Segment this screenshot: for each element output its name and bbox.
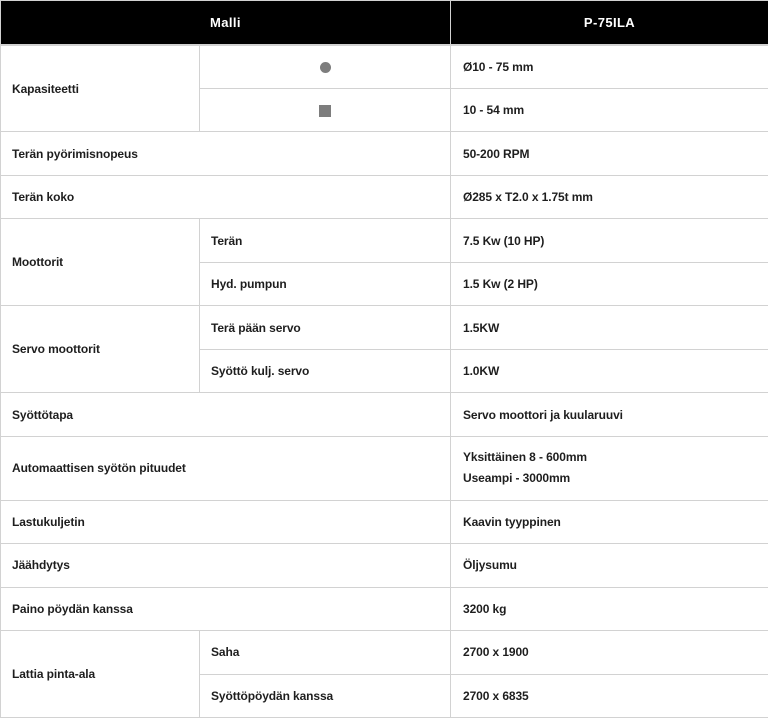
row-label: Moottorit: [1, 219, 200, 306]
row-sublabel: Terän: [200, 219, 451, 262]
row-label: Terän pyörimisnopeus: [1, 132, 451, 175]
row-label: Lattia pinta-ala: [1, 631, 200, 718]
value-line: Yksittäinen 8 - 600mm: [463, 450, 587, 465]
table-row: [1, 175, 768, 218]
table-row: [1, 306, 768, 349]
row-value: 50-200 RPM: [451, 132, 768, 175]
row-label: Servo moottorit: [1, 306, 200, 393]
table-row: [1, 544, 768, 587]
row-value: Servo moottori ja kuularuuvi: [451, 393, 768, 436]
row-label: Kapasiteetti: [1, 45, 200, 132]
row-value: Kaavin tyyppinen: [451, 500, 768, 543]
value-line: Useampi - 3000mm: [463, 471, 571, 486]
row-value: Ø10 - 75 mm: [451, 45, 768, 88]
table-row: [1, 631, 768, 674]
row-label: Paino pöydän kanssa: [1, 587, 451, 630]
table-row: [1, 45, 768, 88]
row-label: Syöttötapa: [1, 393, 451, 436]
model-header-cell: Malli: [1, 1, 451, 46]
row-value: 1.5 Kw (2 HP): [451, 262, 768, 305]
square-icon: [319, 105, 331, 117]
row-label: Automaattisen syötön pituudet: [1, 436, 451, 500]
table-row: [1, 132, 768, 175]
row-value: 1.0KW: [451, 349, 768, 392]
row-label: Lastukuljetin: [1, 500, 451, 543]
row-value: [451, 436, 768, 500]
row-value: Öljysumu: [451, 544, 768, 587]
header-row: [1, 1, 768, 46]
row-label: Jäähdytys: [1, 544, 451, 587]
row-sublabel: Terä pään servo: [200, 306, 451, 349]
circle-icon: [320, 62, 331, 73]
row-sublabel: Saha: [200, 631, 451, 674]
table-row: [1, 587, 768, 630]
row-sublabel: Syöttö kulj. servo: [200, 349, 451, 392]
row-label: Terän koko: [1, 175, 451, 218]
table-row: [1, 393, 768, 436]
row-value: 7.5 Kw (10 HP): [451, 219, 768, 262]
row-value: 1.5KW: [451, 306, 768, 349]
row-sublabel: Syöttöpöydän kanssa: [200, 674, 451, 718]
icon-cell: [200, 45, 451, 88]
row-value: 3200 kg: [451, 587, 768, 630]
table-row: [1, 219, 768, 262]
row-value: Ø285 x T2.0 x 1.75t mm: [451, 175, 768, 218]
table-row: [1, 436, 768, 500]
row-value: 2700 x 1900: [451, 631, 768, 674]
icon-cell: [200, 88, 451, 131]
table-row: [1, 500, 768, 543]
model-value-header-cell: P-75ILA: [451, 1, 768, 46]
row-value: 10 - 54 mm: [451, 88, 768, 131]
row-value: 2700 x 6835: [451, 674, 768, 718]
row-sublabel: Hyd. pumpun: [200, 262, 451, 305]
